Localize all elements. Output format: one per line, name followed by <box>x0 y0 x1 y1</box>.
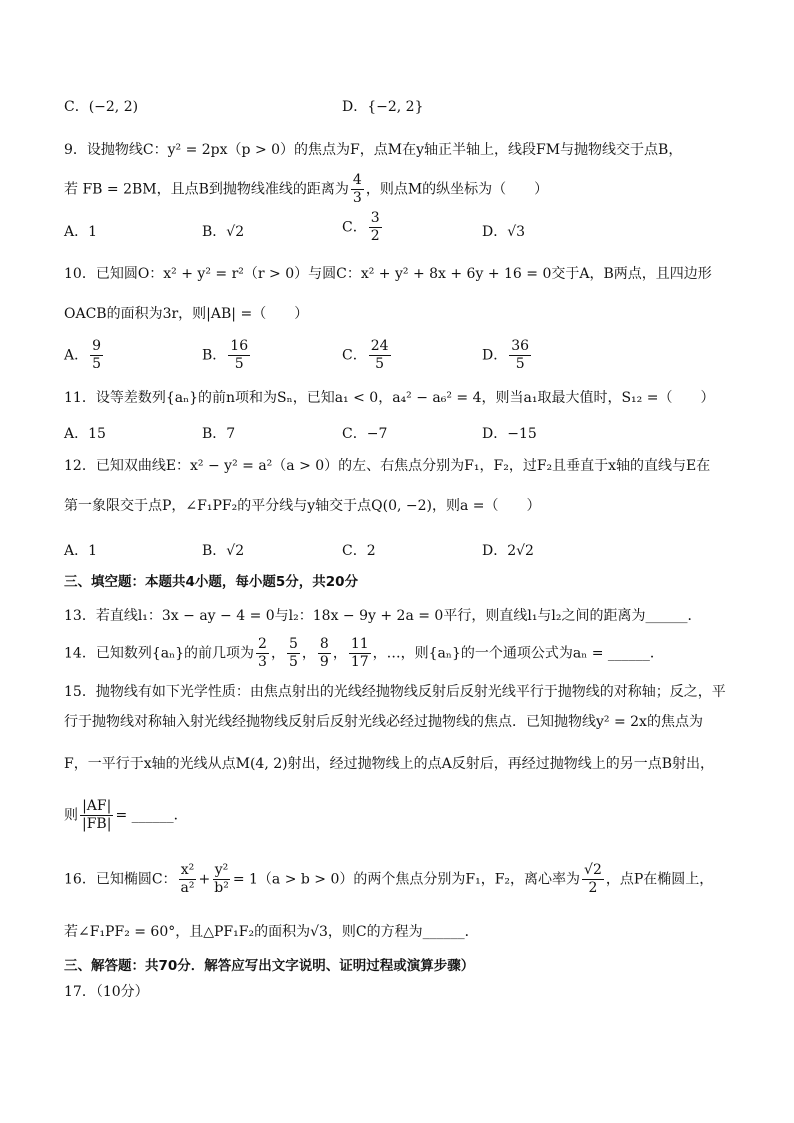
option-label: C． <box>342 347 367 364</box>
q16-post: ，点P在椭圆上， <box>605 871 714 888</box>
q11-option-c: C．−7 <box>342 426 388 442</box>
q9-line2-pre: 若 FB = 2BM，且点B到抛物线准线的距离为 <box>64 181 349 198</box>
option-label: D． <box>482 347 508 364</box>
fraction-denominator: 5 <box>375 356 385 372</box>
option-fraction <box>228 338 250 373</box>
option-fraction <box>369 338 391 373</box>
fraction-numerator: 9 <box>92 338 102 354</box>
fraction-denominator: |FB| <box>82 816 112 832</box>
fraction-denominator: b² <box>214 880 229 896</box>
q8-option-d: D．{−2, 2} <box>342 99 424 115</box>
q11-option-a: A．15 <box>64 426 106 442</box>
fraction-denominator: 17 <box>350 654 369 670</box>
fraction-numerator: 36 <box>511 338 530 354</box>
q14-term-1 <box>256 636 269 671</box>
fraction-denominator: 5 <box>234 356 244 372</box>
fraction-numerator: 3 <box>370 210 380 226</box>
q9-line2-post: ，则点M的纵坐标为（ ） <box>365 181 549 198</box>
q16-pre: 16．已知椭圆C： <box>64 871 177 888</box>
q16-ellipse-term-x <box>179 862 197 897</box>
q12-option-b: B．√2 <box>202 543 245 559</box>
fraction-denominator: 5 <box>515 356 525 372</box>
fraction-numerator: 2 <box>258 636 267 652</box>
fraction-numerator: 8 <box>319 636 329 652</box>
q9-stem-line2 <box>64 172 548 207</box>
fraction-denominator: 9 <box>319 654 329 670</box>
q9-option-b: B．√2 <box>202 224 245 240</box>
q14-term-2 <box>287 636 300 671</box>
q17-title: 17．（10分） <box>64 984 149 1000</box>
q9-option-a: A．1 <box>64 224 98 240</box>
fraction-numerator: |AF| <box>82 798 112 814</box>
fraction-numerator: x² <box>180 862 195 878</box>
fraction-denominator: a² <box>180 880 195 896</box>
q10-stem-line2: OACB的面积为3r，则|AB| =（ ） <box>64 306 309 322</box>
section-fill-in-heading: 三、填空题：本题共4小题，每小题5分，共20分 <box>64 574 359 590</box>
q9-option-c-fraction <box>369 210 382 245</box>
option-fraction <box>90 338 103 373</box>
fraction-denominator: 3 <box>352 190 362 206</box>
q10-stem-line1: 10．已知圆O：x² + y² = r²（r > 0）与圆C：x² + y² + 8x + 6y + 16 = 0交于A，B两点，且四边形 <box>64 266 712 282</box>
option-label: C． <box>342 219 367 236</box>
q14-term-4 <box>349 636 371 671</box>
q15-stem-line1: 15．抛物线有如下光学性质：由焦点射出的光线经抛物线反射后反射光线平行于抛物线的对称轴；反之，平 <box>64 684 726 700</box>
q12-stem-line1: 12．已知双曲线E：x² − y² = a²（a > 0）的左、右焦点分别为F₁，F₂，过F₂且垂直于x轴的直线与E在 <box>64 458 711 474</box>
fraction-numerator: 5 <box>288 636 298 652</box>
q15-ratio-fraction <box>80 798 113 833</box>
q14-post: ，…，则{aₙ}的一个通项公式为aₙ = ______． <box>372 645 664 662</box>
q10-option-b <box>202 338 252 373</box>
fraction-denominator: 5 <box>288 654 298 670</box>
q10-option-d <box>482 338 533 373</box>
q15-pre: 则 <box>64 807 78 824</box>
q11-stem: 11．设等差数列{aₙ}的前n项和为Sₙ，已知a₁ < 0，a₄² − a₆² = 4，则当a₁取最大值时，S₁₂ =（ ） <box>64 390 715 406</box>
q9-option-c <box>342 210 384 245</box>
q15-stem-line2: 行于抛物线对称轴入射光线经抛物线反射后反射光线必经过抛物线的焦点．已知抛物线y² = 2x的焦点为 <box>64 714 703 730</box>
fraction-denominator: 2 <box>588 880 598 896</box>
q9-stem-line1: 9．设抛物线C：y² = 2px（p > 0）的焦点为F，点M在y轴正半轴上，线段FM与抛物线交于点B， <box>64 142 683 158</box>
fraction-numerator: 24 <box>370 338 389 354</box>
q12-stem-line2: 第一象限交于点P，∠F₁PF₂的平分线与y轴交于点Q(0, −2)，则a =（ ） <box>64 498 541 514</box>
fraction-denominator: 3 <box>258 654 267 670</box>
fraction-numerator: y² <box>214 862 229 878</box>
q15-stem-line3: F，一平行于x轴的光线从点M(4, 2)射出，经过抛物线上的点A反射后，再经过抛物线上的另一点B射出， <box>64 756 714 772</box>
option-label: A． <box>64 347 89 364</box>
q16-mid: = 1（a > b > 0）的两个焦点分别为F₁，F₂，离心率为 <box>232 871 581 888</box>
q16-eccentricity-fraction <box>582 862 604 897</box>
fraction-denominator: 2 <box>370 228 380 244</box>
q16-ellipse-term-y <box>212 862 231 897</box>
q10-option-c <box>342 338 393 373</box>
option-label: B． <box>202 347 227 364</box>
fraction-numerator: 16 <box>230 338 249 354</box>
q15-post: = ______． <box>115 807 188 824</box>
option-fraction <box>509 338 531 373</box>
q8-option-c: C．(−2, 2) <box>64 99 139 115</box>
q9-distance-fraction <box>351 172 364 207</box>
fraction-numerator: 11 <box>350 636 369 652</box>
q16-stem-line1 <box>64 862 713 897</box>
plus-sign: + <box>198 871 211 888</box>
q9-option-d: D．√3 <box>482 224 526 240</box>
q14-pre: 14．已知数列{aₙ}的前几项为 <box>64 645 255 662</box>
section-solution-heading: 三、解答题：共70分．解答应写出文字说明、证明过程或演算步骤） <box>64 958 475 974</box>
q10-option-a <box>64 338 105 373</box>
q12-option-c: C．2 <box>342 543 376 559</box>
fraction-denominator: 5 <box>92 356 102 372</box>
q11-option-d: D．−15 <box>482 426 537 442</box>
fraction-numerator: √2 <box>584 862 602 878</box>
q16-stem-line2: 若∠F₁PF₂ = 60°，且△PF₁F₂的面积为√3，则C的方程为______． <box>64 924 479 940</box>
q15-stem-line4 <box>64 798 188 833</box>
q12-option-a: A．1 <box>64 543 98 559</box>
q12-option-d: D．2√2 <box>482 543 534 559</box>
q11-option-b: B．7 <box>202 426 236 442</box>
q13-stem: 13．若直线l₁：3x − ay − 4 = 0与l₂：18x − 9y + 2a = 0平行，则直线l₁与l₂之间的距离为______． <box>64 608 702 624</box>
fraction-numerator: 4 <box>352 172 362 188</box>
q14-term-3 <box>318 636 331 671</box>
q14-stem: 14．已知数列{aₙ}的前几项为 $\frac{2}{3}$ ， $\frac{5}{5}$ ， $\frac{8}{9}$ ， $\frac{11}{17}$ ，…，则{aₙ}的一个通项公式为aₙ = ______． <box>64 636 664 670</box>
